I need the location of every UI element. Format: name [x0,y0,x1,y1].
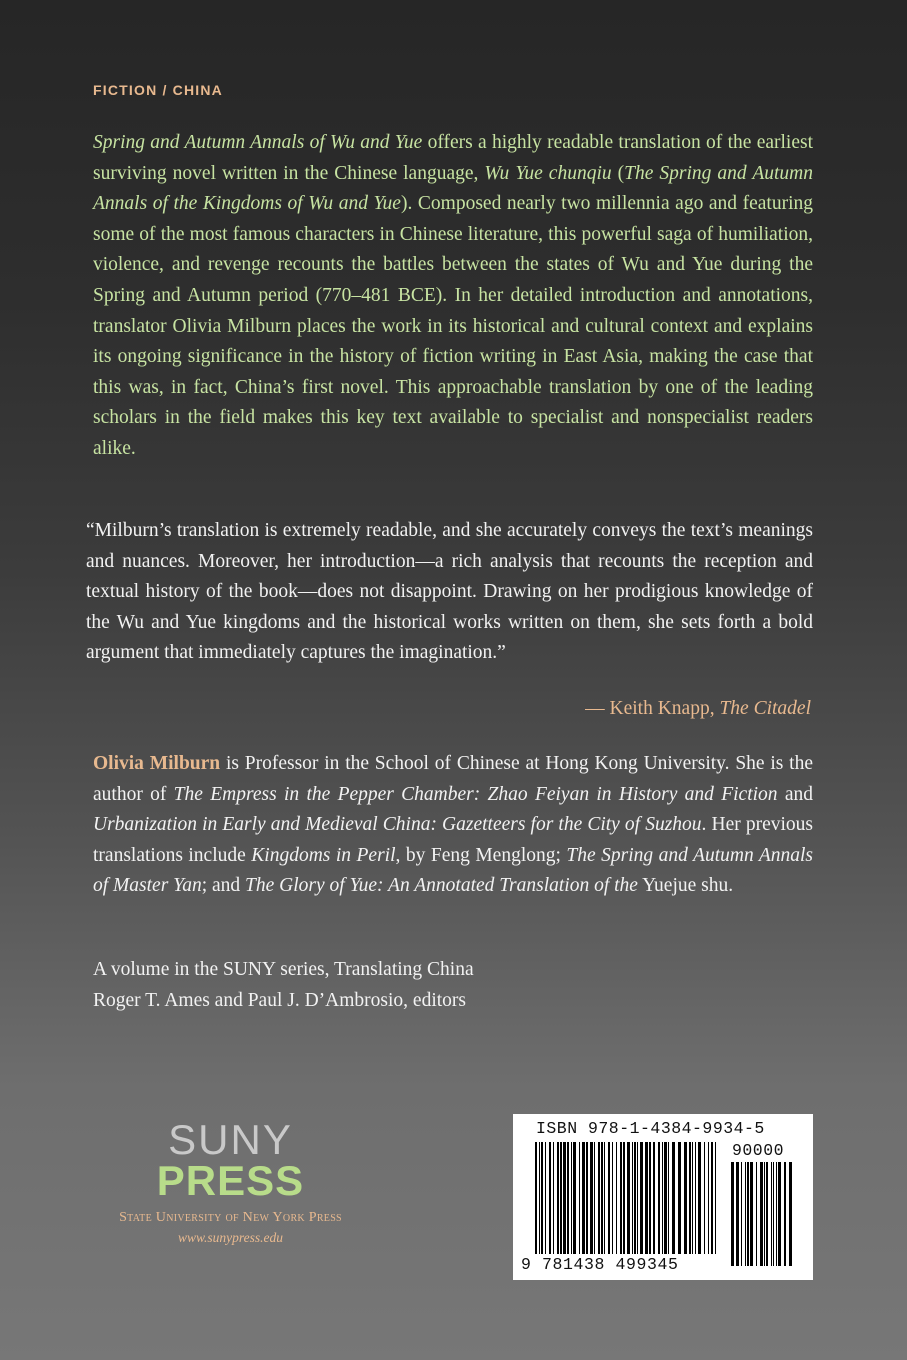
book-title: Spring and Autumn Annals of Wu and Yue [93,132,423,153]
barcode-bar [711,1142,713,1254]
barcode-bar [736,1162,739,1266]
publisher-name: State University of New York Press [119,1210,342,1225]
barcode-box [513,1114,813,1280]
barcode-bar [689,1142,691,1254]
logo-suny: SUNY [168,1116,293,1163]
barcode-bar [692,1142,693,1254]
barcode-bar [784,1162,786,1266]
barcode-bar [771,1162,772,1266]
barcode-bar [715,1142,716,1254]
category-label: FICTION / CHINA [93,82,223,98]
barcode-bar [664,1142,667,1254]
barcode-bar [549,1142,551,1254]
barcode-bar [601,1142,603,1254]
barcode-bar [634,1142,636,1254]
barcode-bar [590,1142,593,1254]
barcode-bar [623,1142,625,1254]
barcode-bar [640,1142,643,1254]
barcode-bar [684,1142,687,1254]
barcode-bar [598,1142,600,1254]
author-bio: Olivia Milburn is Professor in the School of Chinese at Hong Kong University. She is the author of The Empress in the Pepper Chamber: Zhao Feiyan in History and Fiction and Urbanization in Early and Medieval China: Gazetteers for the City of Suzhou. Her previous translations include Kingdoms in Peril, by Feng Menglong; The Spring and Autumn Annals of Master Yan; and The Glory of Yue: An Annotated Translation of the Yuejue shu. [93,753,814,897]
barcode-bar [594,1142,595,1254]
barcode-bar [760,1162,763,1266]
barcode-bar [672,1142,675,1254]
barcode-bar [695,1142,696,1254]
barcode-bar [560,1142,562,1254]
barcode-bar [553,1142,554,1254]
barcode-bar [632,1142,633,1254]
barcode-bar [658,1142,660,1254]
barcode-bar [586,1142,588,1254]
barcode-bar [563,1142,566,1254]
publisher-logo [93,1116,368,1246]
barcode-bar [612,1142,613,1254]
barcode-bar [545,1142,546,1254]
barcode-bar [567,1142,569,1254]
barcode-bar [582,1142,585,1254]
barcode-bar [741,1162,742,1266]
series-line: A volume in the SUNY series, Translating China [93,959,474,980]
book-description: Spring and Autumn Annals of Wu and Yue offers a highly readable translation of the earliest surviving novel written in the Chinese language, Wu Yue chunqiu (The Spring and Autumn Annals of the Kingdoms of Wu and Yue). Composed nearly two millennia ago and featuring some of the most famous characters in Chinese literature, this powerful saga of humiliation, violence, and revenge recounts the battles between the states of Wu and Yue during the Spring and Autumn period (770–481 BCE). In her detailed introduction and annotations, translator Olivia Milburn places the work in its historical and cultural context and explains its ongoing significance in the history of fiction writing in East Asia, making the case that this was, in fact, China’s first novel. This approachable translation by one of the leading scholars in the field makes this key text available to specialist and nonspecialist readers alike. [93,132,813,459]
barcode-bar [649,1142,651,1254]
barcode-bar [608,1142,610,1254]
barcode-bar [776,1162,777,1266]
barcode-bar [766,1162,768,1266]
barcode-bar [645,1142,648,1254]
barcode-bar [579,1142,580,1254]
barcode-bar [750,1162,753,1266]
barcode-bar [571,1142,572,1254]
author-name: Olivia Milburn [93,753,221,774]
barcode-bar [789,1162,792,1266]
barcode-bar [756,1162,757,1266]
barcode-bar [778,1162,781,1266]
barcode-bar [616,1142,617,1254]
barcode-bar [678,1142,681,1254]
isbn-text: ISBN 978-1-4384-9934-5 [536,1119,765,1138]
barcode-bar [668,1142,669,1254]
barcode-bar [637,1142,638,1254]
barcode-number: 9 781438 499345 [521,1255,679,1274]
alt-title: The Spring and Autumn Annals of the Kingdoms of Wu and Yue [93,162,813,215]
barcode-bar [557,1142,559,1254]
barcode-bar [773,1162,774,1266]
barcode-bar [535,1142,537,1254]
barcode-bar [731,1162,734,1266]
price-code: 90000 [732,1141,785,1160]
barcode-bar [747,1162,749,1266]
barcode-bar [653,1142,655,1254]
barcode-bar [698,1142,701,1254]
barcode-bar [627,1142,630,1254]
barcode-bar [604,1142,605,1254]
logo-press: PRESS [156,1157,305,1204]
review-quote: “Milburn’s translation is extremely readable, and she accurately conveys the text’s meanings and nuances. Moreover, her introduction—a rich analysis that recounts the reception and textual history of the book—does not disappoint. Drawing on her prodigious knowledge of the Wu and Yue kingdoms and the historical works written on them, she sets forth a bold argument that immediately captures the imagination.” [86,520,813,664]
barcode-bar [662,1142,663,1254]
barcode-bar [708,1142,709,1254]
barcode-bar [539,1142,540,1254]
series-editors: Roger T. Ames and Paul J. D’Ambrosio, editors [93,989,466,1011]
barcode-bar [573,1142,576,1254]
review-source: The Citadel [719,698,811,719]
barcode-bar [704,1142,705,1254]
review-attribution: — Keith Knapp, The Citadel [585,698,811,719]
barcode-bar [745,1162,746,1266]
series-info [93,955,813,1016]
original-title: Wu Yue chunqiu [484,162,612,184]
barcode-bar [541,1142,543,1254]
barcode-bar [620,1142,622,1254]
barcode-bar [764,1162,765,1266]
publisher-website: www.sunypress.edu [177,1230,283,1245]
